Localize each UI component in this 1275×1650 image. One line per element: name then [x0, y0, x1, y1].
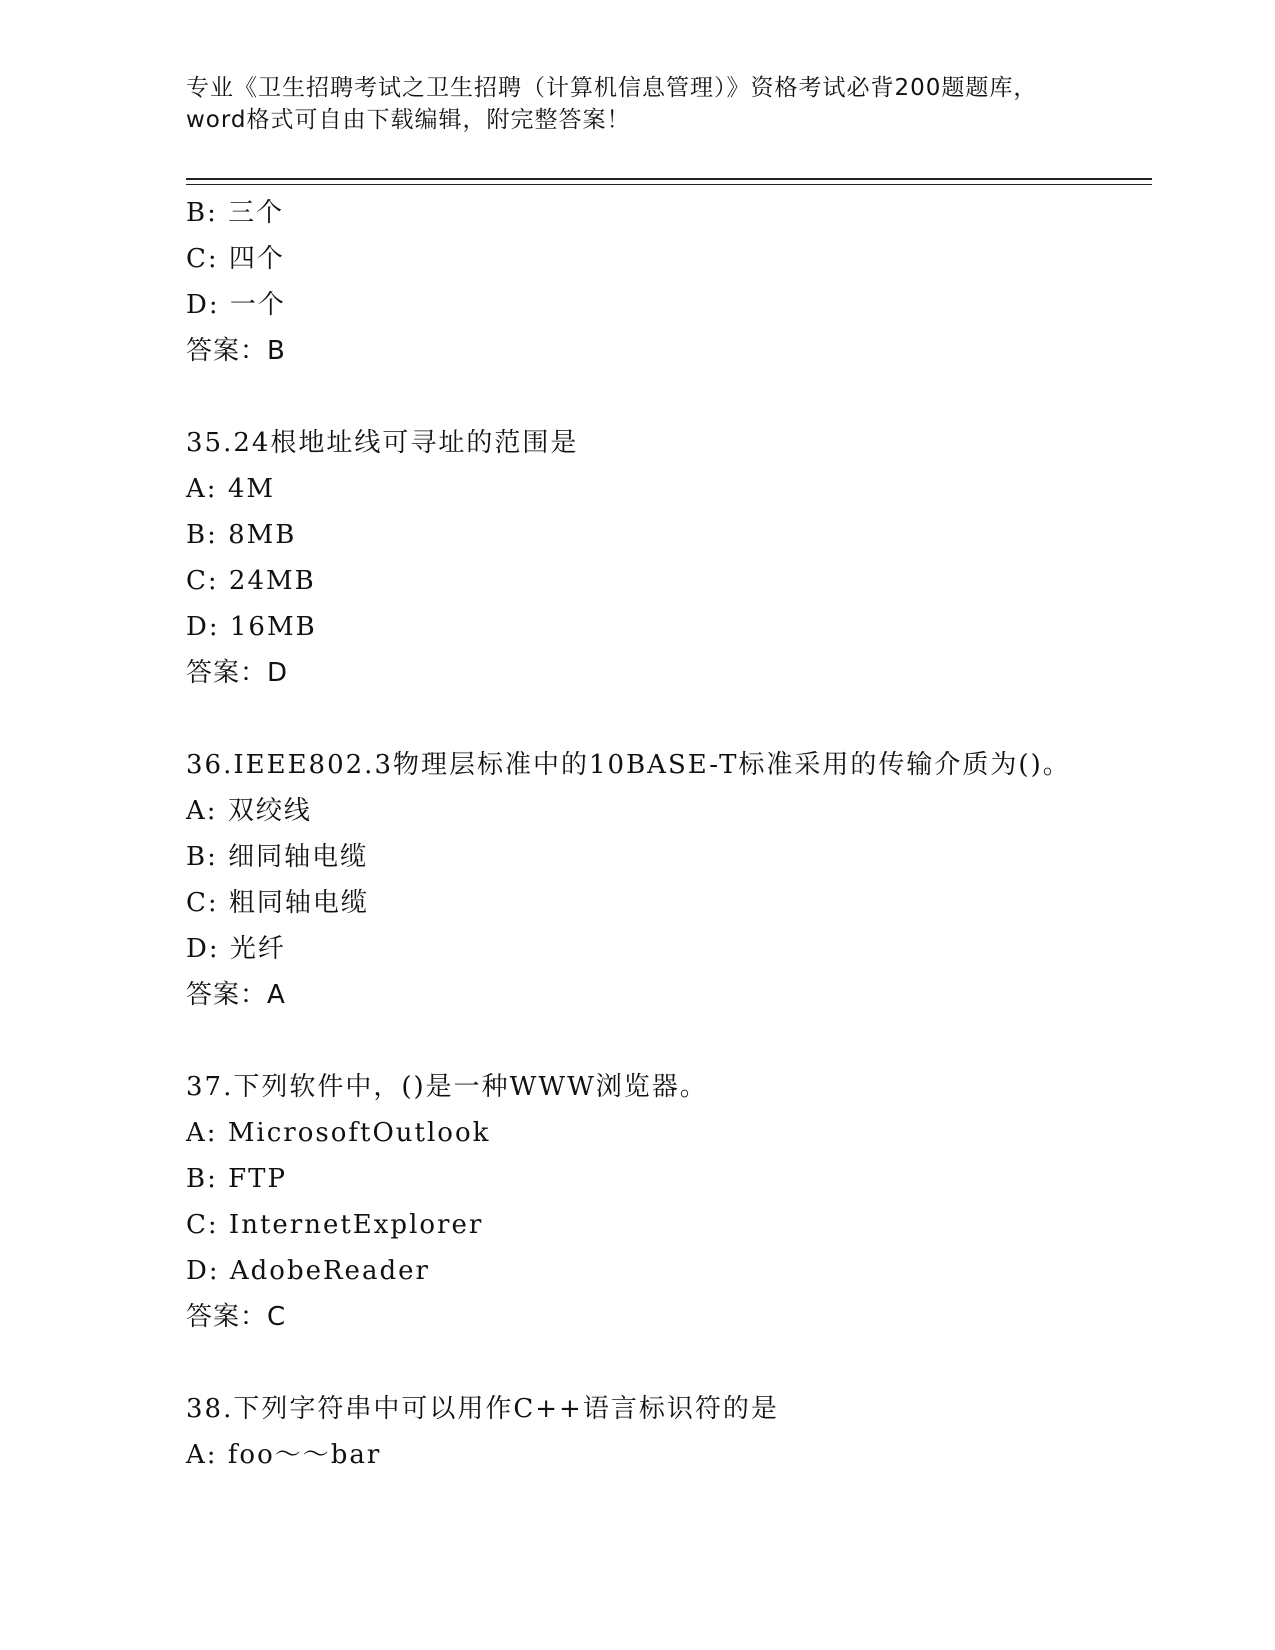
option-c: C: 24MB — [186, 566, 316, 596]
question-list — [186, 190, 1166, 1478]
option-b: B: FTP — [186, 1164, 288, 1194]
question-block-38 — [186, 1386, 1166, 1478]
option-d: D: 光纤 — [186, 934, 286, 964]
answer-line: 答案：D — [186, 658, 289, 688]
header-divider — [186, 178, 1152, 180]
option-b: B: 三个 — [186, 198, 285, 228]
question-title: 35.24根地址线可寻址的范围是 — [186, 428, 579, 458]
question-block-36 — [186, 742, 1166, 1018]
option-a: A: 双绞线 — [186, 796, 312, 826]
option-a: A: MicrosoftOutlook — [186, 1118, 491, 1148]
question-block-34 — [186, 190, 1166, 374]
document-header — [186, 72, 1086, 136]
question-title: 37.下列软件中，()是一种WWW浏览器。 — [186, 1072, 708, 1102]
answer-line: 答案：A — [186, 980, 286, 1010]
answer-line: 答案：C — [186, 1302, 287, 1332]
answer-line: 答案：B — [186, 336, 286, 366]
question-title: 36.IEEE802.3物理层标准中的10BASE-T标准采用的传输介质为()。 — [186, 750, 1071, 780]
question-block-35 — [186, 420, 1166, 696]
option-c: C: 粗同轴电缆 — [186, 888, 369, 918]
option-c: C: 四个 — [186, 244, 285, 274]
option-d: D: 一个 — [186, 290, 286, 320]
option-b: B: 8MB — [186, 520, 297, 550]
option-d: D: AdobeReader — [186, 1256, 430, 1286]
option-c: C: InternetExplorer — [186, 1210, 484, 1240]
header-divider-thin — [186, 184, 1152, 185]
option-b: B: 细同轴电缆 — [186, 842, 369, 872]
option-a: A: 4M — [186, 474, 275, 504]
header-line-2: word格式可自由下载编辑，附完整答案！ — [186, 107, 631, 133]
option-d: D: 16MB — [186, 612, 317, 642]
question-block-37 — [186, 1064, 1166, 1340]
header-line-1: 专业《卫生招聘考试之卫生招聘（计算机信息管理）》资格考试必背200题题库， — [186, 75, 1038, 101]
option-a: A: foo～～bar — [186, 1440, 382, 1470]
question-title: 38.下列字符串中可以用作C++语言标识符的是 — [186, 1394, 779, 1424]
